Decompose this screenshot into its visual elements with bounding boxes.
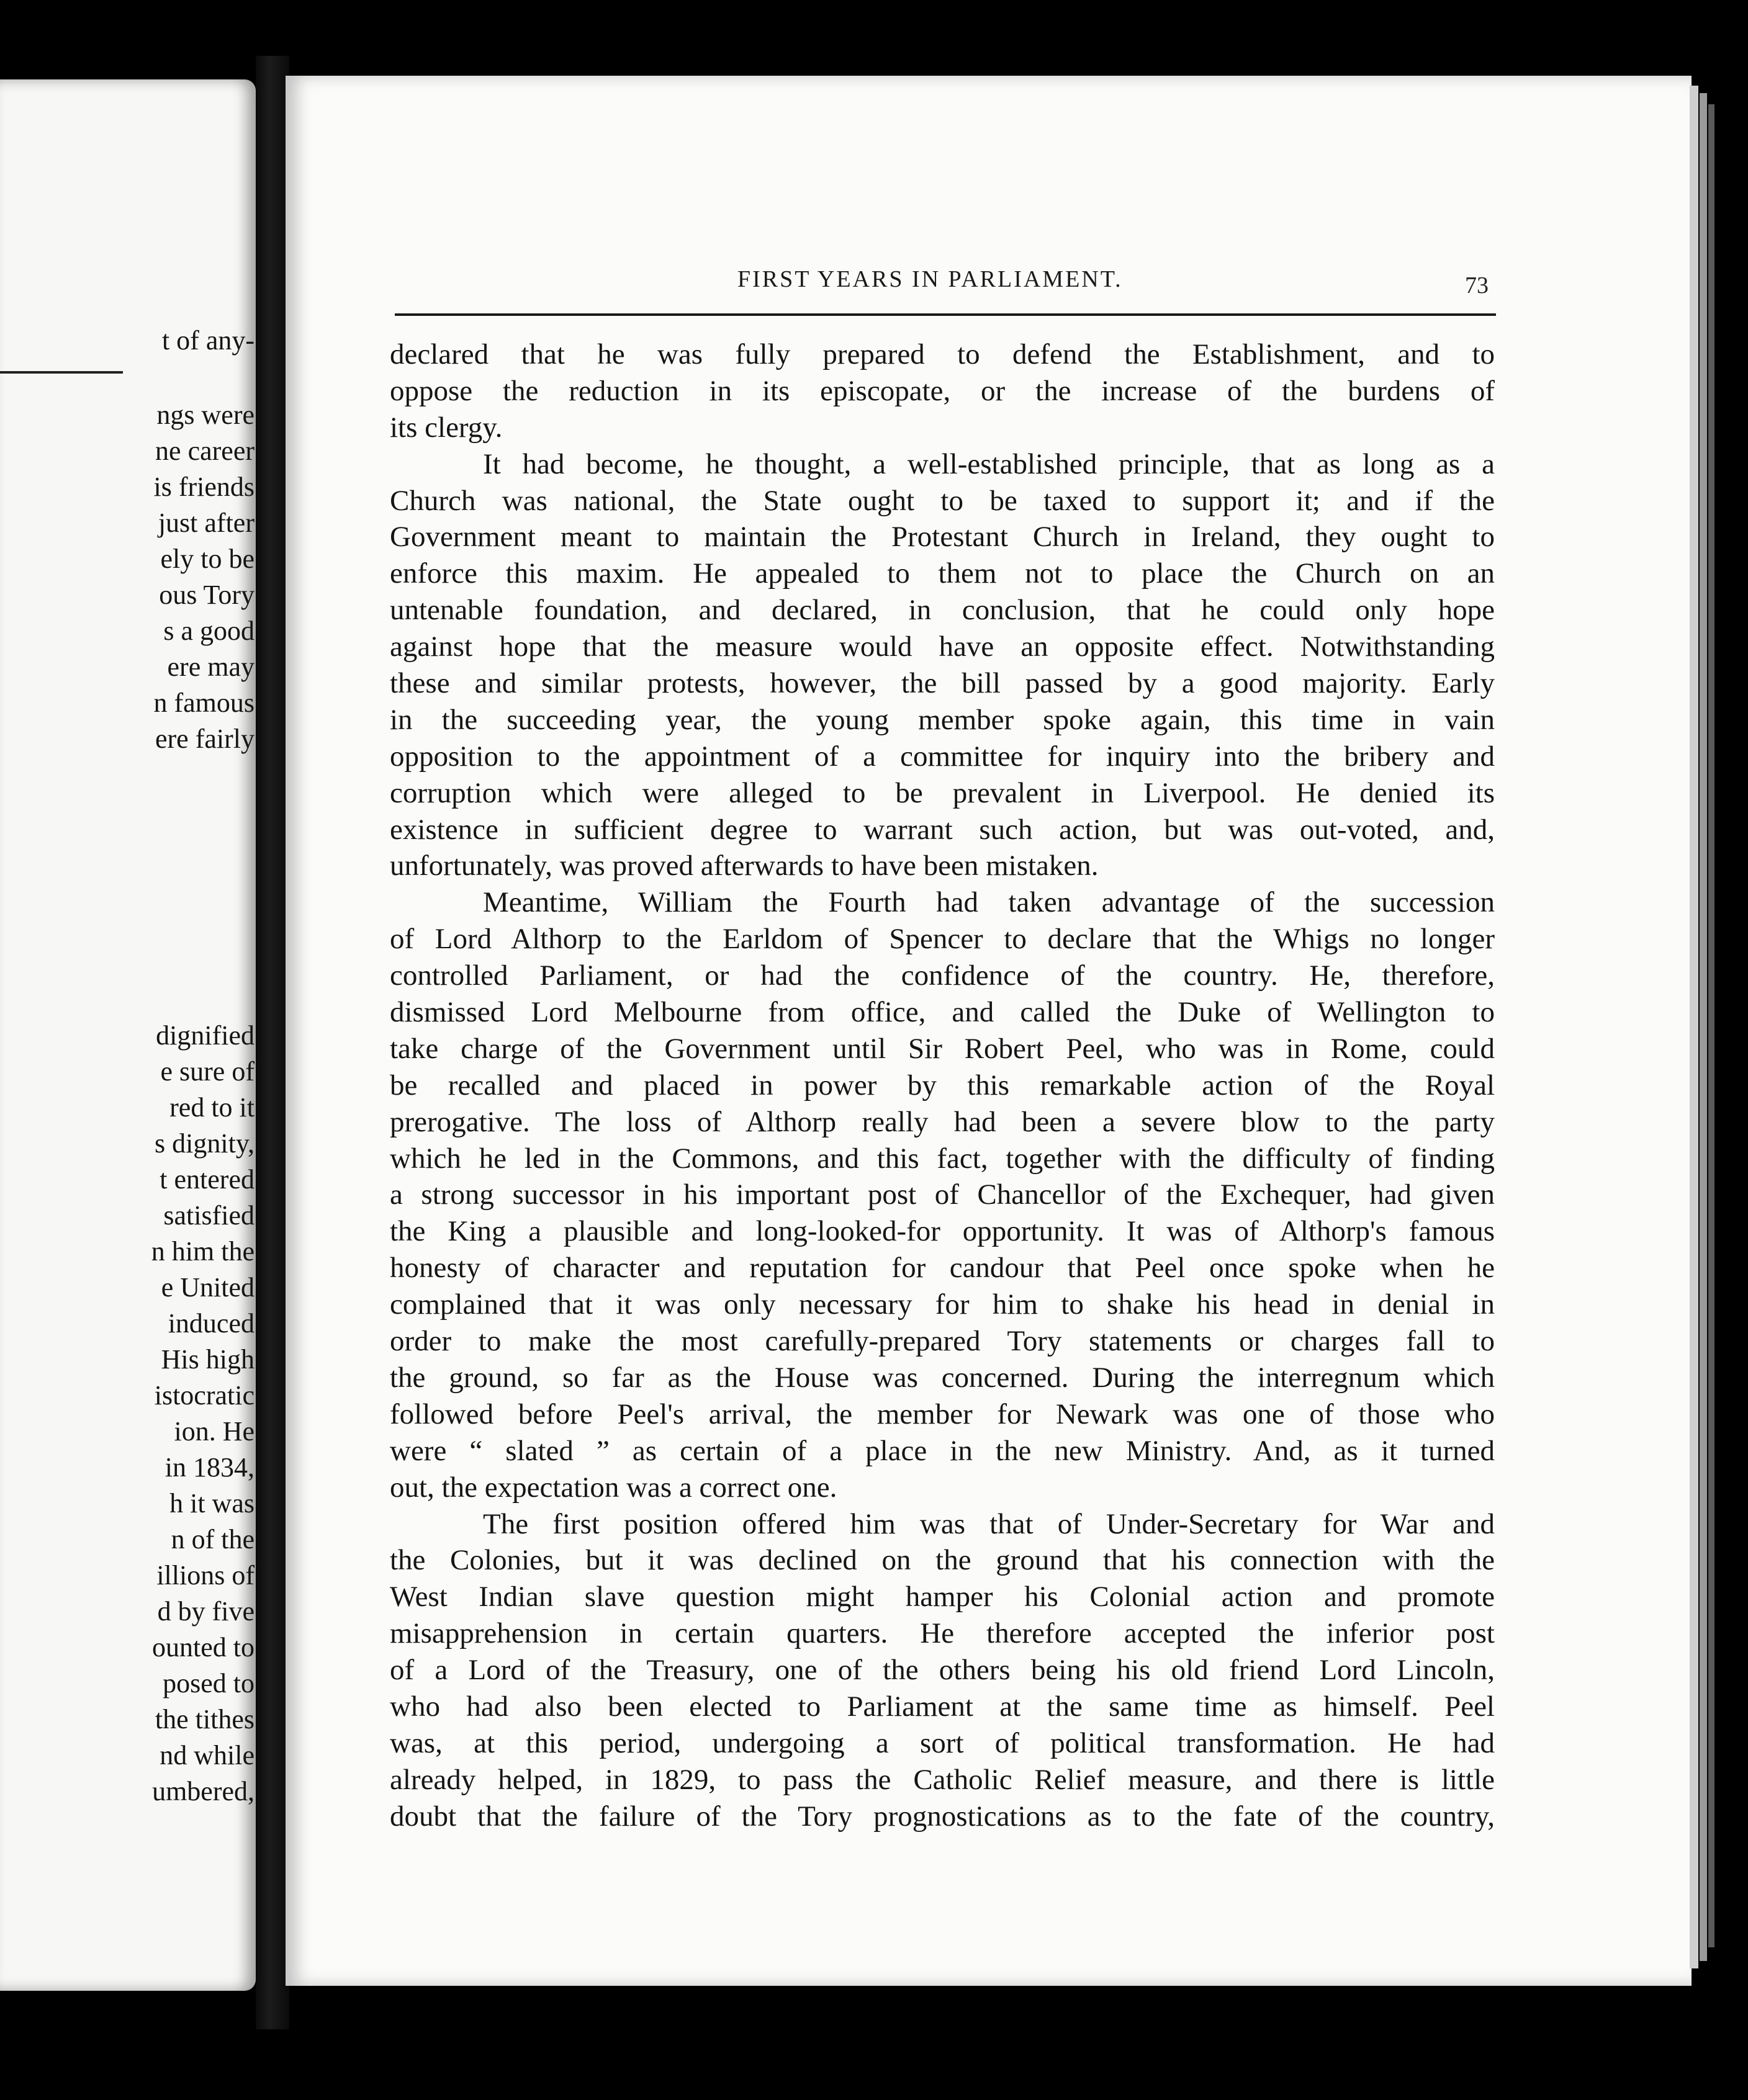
- text-line: Church was national, the State ought to be taxed to support it; and if the: [390, 484, 1495, 517]
- text-line: corruption which were alleged to be prevalent in Liverpool. He denied its: [390, 776, 1495, 809]
- left-page-line: ely to be: [160, 544, 255, 574]
- text-line: Government meant to maintain the Protestant Church in Ireland, they ought to: [390, 521, 1495, 554]
- left-page-line: s a good: [163, 616, 255, 646]
- text-line: already helped, in 1829, to pass the Catholic Relief measure, and there is little: [390, 1763, 1495, 1796]
- left-page-line: the tithes: [155, 1704, 255, 1734]
- left-page-line: ere may: [167, 652, 255, 682]
- text-line: the Colonies, but it was declined on the ground that his connection with the: [390, 1544, 1495, 1577]
- text-line: unfortunately, was proved afterwards to have been mistaken.: [390, 850, 1099, 882]
- left-page-line: t of any-: [161, 325, 255, 356]
- text-line: opposition to the appointment of a committee for inquiry into the bribery and: [390, 740, 1495, 773]
- text-line: It had become, he thought, a well-established principle, that as long as a: [483, 447, 1495, 480]
- left-page-line: d by five: [157, 1596, 255, 1627]
- left-page-line: e sure of: [160, 1056, 255, 1087]
- text-line: its clergy.: [390, 411, 503, 444]
- text-line: these and similar protests, however, the bill passed by a good majority. Early: [390, 667, 1495, 700]
- text-line: the King a plausible and long-looked-for opportunity. It was of Althorp's famous: [390, 1215, 1495, 1248]
- left-page-line: ounted to: [152, 1632, 255, 1662]
- text-line: the ground, so far as the House was concerned. During the interregnum which: [390, 1361, 1495, 1394]
- text-line: complained that it was only necessary for him to shake his head in denial in: [390, 1288, 1495, 1321]
- text-line: controlled Parliament, or had the confidence of the country. He, therefore,: [390, 959, 1495, 992]
- header-rule: [395, 313, 1496, 316]
- left-page-line: n famous: [153, 688, 255, 718]
- left-page-line: n him the: [151, 1236, 255, 1267]
- text-line: be recalled and placed in power by this remarkable action of the Royal: [390, 1069, 1495, 1102]
- left-page-line: induced: [168, 1308, 255, 1339]
- text-line: against hope that the measure would have an opposite effect. Notwithstanding: [390, 630, 1495, 663]
- text-line: doubt that the failure of the Tory prognostications as to the fate of the country,: [390, 1800, 1495, 1833]
- page-edge: [1700, 93, 1707, 1961]
- left-page-line: umbered,: [152, 1776, 255, 1806]
- left-page-line: illions of: [156, 1560, 255, 1591]
- left-page-line: istocratic: [154, 1380, 255, 1411]
- text-line: declared that he was fully prepared to defend the Establishment, and to: [390, 338, 1495, 370]
- left-page-line: h it was: [169, 1488, 255, 1519]
- left-page-line: just after: [158, 508, 255, 538]
- text-line: misapprehension in certain quarters. He therefore accepted the inferior post: [390, 1617, 1495, 1650]
- left-page-rule: [0, 371, 123, 374]
- body-text: [390, 336, 1495, 1835]
- text-line: dismissed Lord Melbourne from office, and called the Duke of Wellington to: [390, 996, 1495, 1029]
- text-line: Meantime, William the Fourth had taken advantage of the succession: [483, 886, 1495, 919]
- text-line: take charge of the Government until Sir Robert Peel, who was in Rome, could: [390, 1032, 1495, 1065]
- text-line: which he led in the Commons, and this fact, together with the difficulty of finding: [390, 1142, 1495, 1175]
- text-line: prerogative. The loss of Althorp really had been a severe blow to the party: [390, 1105, 1495, 1138]
- left-page-line: ere fairly: [155, 724, 255, 754]
- left-page-line: nd while: [160, 1740, 255, 1770]
- book-gutter: [256, 56, 289, 2029]
- text-line: West Indian slave question might hamper his Colonial action and promote: [390, 1581, 1495, 1613]
- text-line: out, the expectation was a correct one.: [390, 1471, 837, 1504]
- page-number: 73: [1465, 272, 1489, 298]
- left-page-line: ngs were: [156, 400, 255, 430]
- left-page-line: ous Tory: [159, 580, 255, 610]
- text-line: enforce this maxim. He appealed to them not to place the Church on an: [390, 557, 1495, 590]
- text-line: a strong successor in his important post of Chancellor of the Exchequer, had given: [390, 1178, 1495, 1211]
- left-page-line: t entered: [160, 1164, 255, 1195]
- text-line: The first position offered him was that of Under-Secretary for War and: [483, 1507, 1495, 1540]
- text-line: who had also been elected to Parliament at the same time as himself. Peel: [390, 1690, 1495, 1723]
- left-page-line: e United: [161, 1272, 255, 1303]
- text-line: of a Lord of the Treasury, one of the others being his old friend Lord Lincoln,: [390, 1654, 1495, 1687]
- left-page-line: red to it: [169, 1092, 255, 1123]
- left-page-line: dignified: [156, 1020, 255, 1051]
- left-page-line: His high: [161, 1344, 255, 1375]
- left-page-line: satisfied: [163, 1200, 255, 1231]
- left-page-line: in 1834,: [164, 1452, 255, 1483]
- text-line: of Lord Althorp to the Earldom of Spencer to declare that the Whigs no longer: [390, 923, 1495, 956]
- text-line: followed before Peel's arrival, the member for Newark was one of those who: [390, 1398, 1495, 1430]
- running-head: FIRST YEARS IN PARLIAMENT.: [737, 266, 1123, 292]
- text-line: existence in sufficient degree to warrant such action, but was out-voted, and,: [390, 813, 1495, 846]
- left-page-line: is friends: [153, 472, 255, 502]
- text-line: were “ slated ” as certain of a place in the new Ministry. And, as it turned: [390, 1434, 1495, 1467]
- left-page: [0, 79, 256, 1991]
- text-line: in the succeeding year, the young member spoke again, this time in vain: [390, 703, 1495, 736]
- page-edge: [1708, 104, 1714, 1947]
- text-line: honesty of character and reputation for candour that Peel once spoke when he: [390, 1252, 1495, 1285]
- text-line: untenable foundation, and declared, in conclusion, that he could only hope: [390, 594, 1495, 627]
- left-page-line: posed to: [163, 1668, 255, 1698]
- left-page-line: n of the: [171, 1524, 255, 1555]
- page-edge: [1690, 86, 1698, 1968]
- left-page-line: ne career: [155, 436, 255, 466]
- text-line: order to make the most carefully-prepared Tory statements or charges fall to: [390, 1325, 1495, 1358]
- text-line: oppose the reduction in its episcopate, or the increase of the burdens of: [390, 374, 1495, 407]
- text-line: was, at this period, undergoing a sort of political transformation. He had: [390, 1726, 1495, 1759]
- left-page-line: ion. He: [174, 1416, 255, 1447]
- left-page-line: s dignity,: [155, 1128, 255, 1159]
